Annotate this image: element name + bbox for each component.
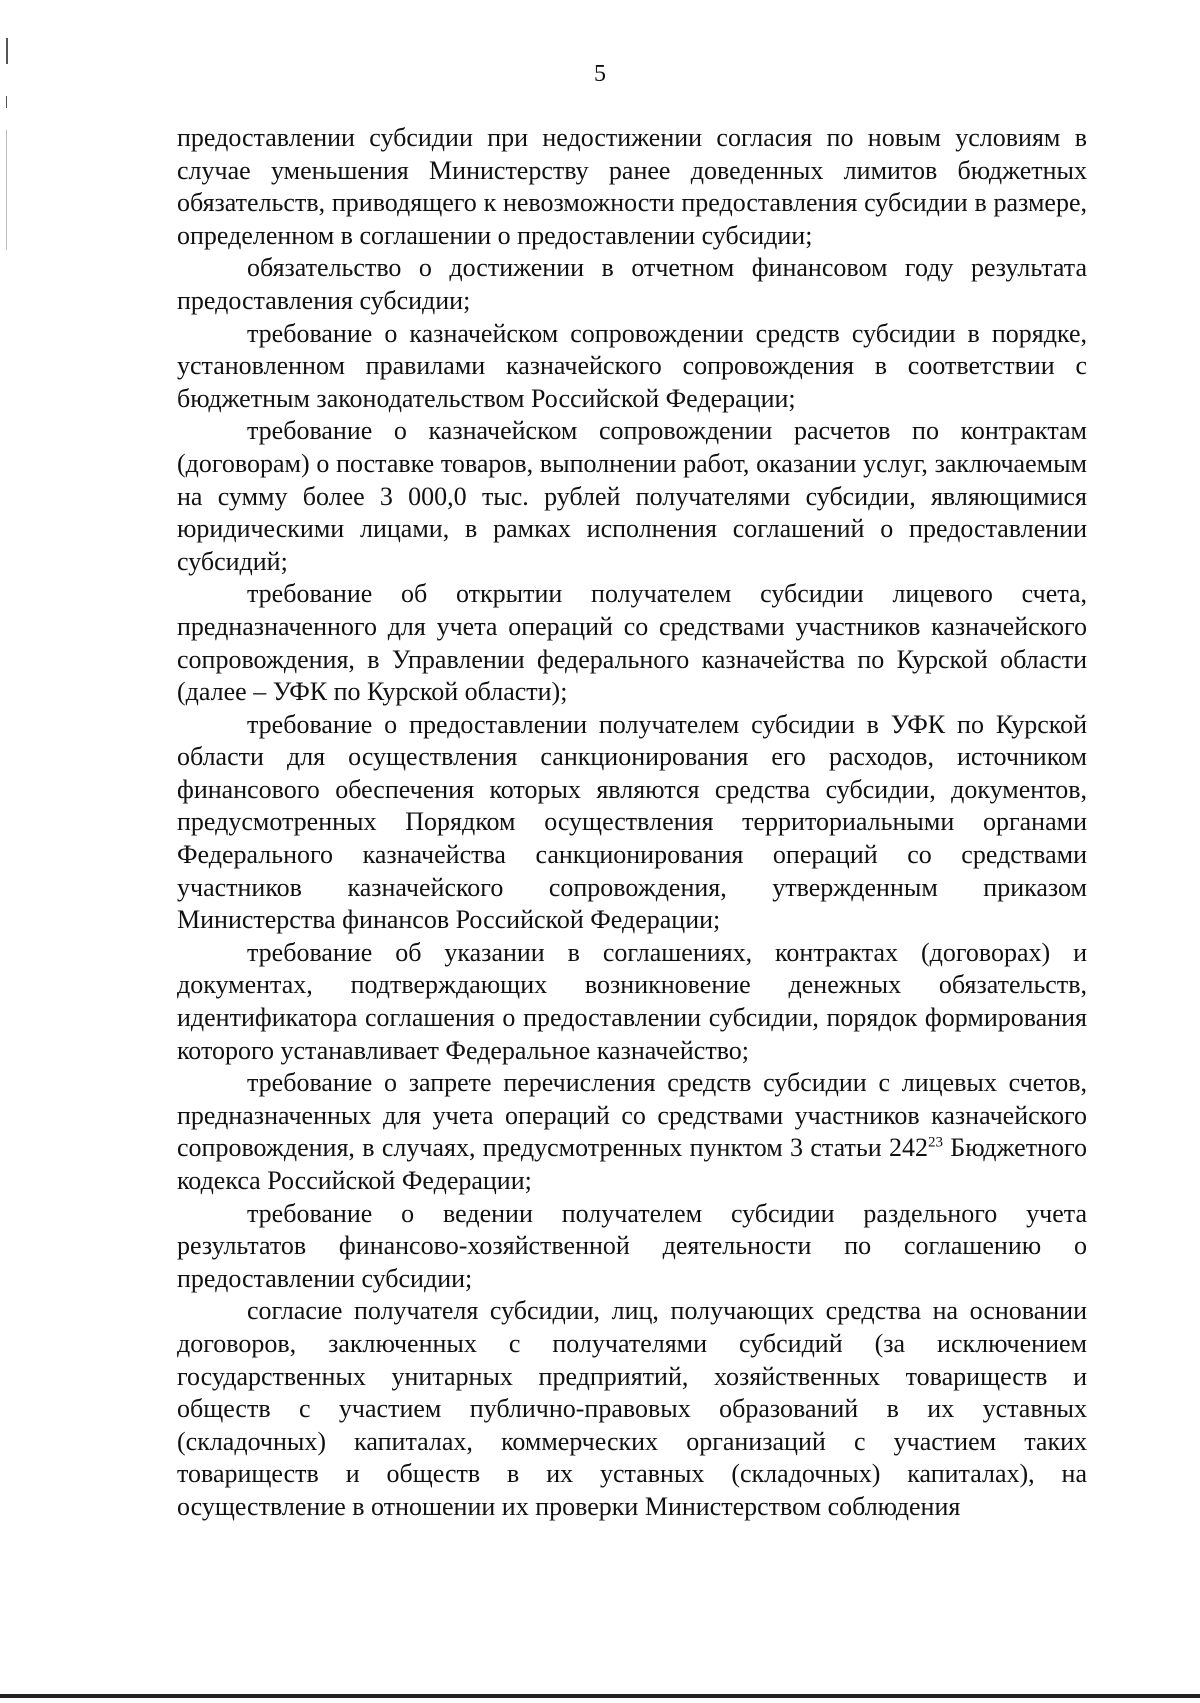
scan-bottom-edge xyxy=(0,1694,1200,1698)
document-body xyxy=(177,122,1087,1524)
article-superscript: 23 xyxy=(927,1134,943,1151)
paragraph-agreement-identifier: требование об указании в соглашениях, контрактах (договорах) и документах, подтверждающих возникновение денежных обязательств, идентификатора соглашения о предоставлении субсидии, порядок формирования которого устанавливает Федеральное казначейство; xyxy=(177,937,1087,1065)
paragraph-treasury-support: требование о казначейском сопровождении средств субсидии в порядке, установленном правилами казначейского сопровождения в соответствии с бюджетным законодательством Российской Федерации; xyxy=(177,318,1087,413)
paragraph-transfer-prohibition xyxy=(177,1067,1087,1197)
page-number: 5 xyxy=(594,61,606,87)
paragraph-text: Бюджетного кодекса Российской Федерации; xyxy=(177,1133,1087,1195)
paragraph-inspection-consent: согласие получателя субсидии, лиц, получающих средства на основании договоров, заключенных с получателями субсидий (за исключением государственных унитарных предприятий, хозяйственных товариществ и обществ с участием публично-правовых образований в их уставных (складочных) капиталах, коммерческих организаций с участием таких товариществ и обществ в их уставных (складочных) капиталах), на осуществление в отношении их проверки Министерством соблюдения xyxy=(177,1296,1087,1521)
paragraph-result-obligation: обязательство о достижении в отчетном финансовом году результата предоставления субсидии; xyxy=(177,253,1087,315)
paragraph-separate-accounting: требование о ведении получателем субсидии раздельного учета результатов финансово-хозяйственной деятельности по соглашению о предоставлении субсидии; xyxy=(177,1198,1087,1293)
paragraph-documents-submission: требование о предоставлении получателем субсидии в УФК по Курской области для осуществления санкционирования его расходов, источником финансового обеспечения которых являются средства субсидии, документов, предусмотренных Порядком осуществления территориальными органами Федерального казначейства санкционирования операций со средствами участников казначейского сопровождения, утвержденным приказом Министерства финансов Российской Федерации; xyxy=(177,709,1087,935)
scan-edge-mark xyxy=(6,130,7,250)
paragraph-continuation: предоставлении субсидии при недостижении согласия по новым условиям в случае уменьшения Министерству ранее доведенных лимитов бюджетных обязательств, приводящего к невозможности предоставления субсидии в размере, определенном в соглашении о предоставлении субсидии; xyxy=(177,123,1087,250)
paragraph-contract-settlements: требование о казначейском сопровождении расчетов по контрактам (договорам) о поставке товаров, выполнении работ, оказании услуг, заключаемым на сумму более 3 000,0 тыс. рублей получателями субсидии, являющимися юридическими лицами, в рамках исполнения соглашений о предоставлении субсидий; xyxy=(177,416,1087,576)
paragraph-personal-account: требование об открытии получателем субсидии лицевого счета, предназначенного для учета операций со средствами участников казначейского сопровождения, в Управлении федерального казначейства по Курской области (далее – УФК по Курской области); xyxy=(177,579,1087,707)
paragraph-text: требование о запрете перечисления средств субсидии с лицевых счетов, предназначенных для учета операций со средствами участников казначейского сопровождения, в случаях, предусмотренных пунктом 3 статьи 242 xyxy=(177,1068,1087,1163)
scan-edge-mark xyxy=(6,96,7,108)
